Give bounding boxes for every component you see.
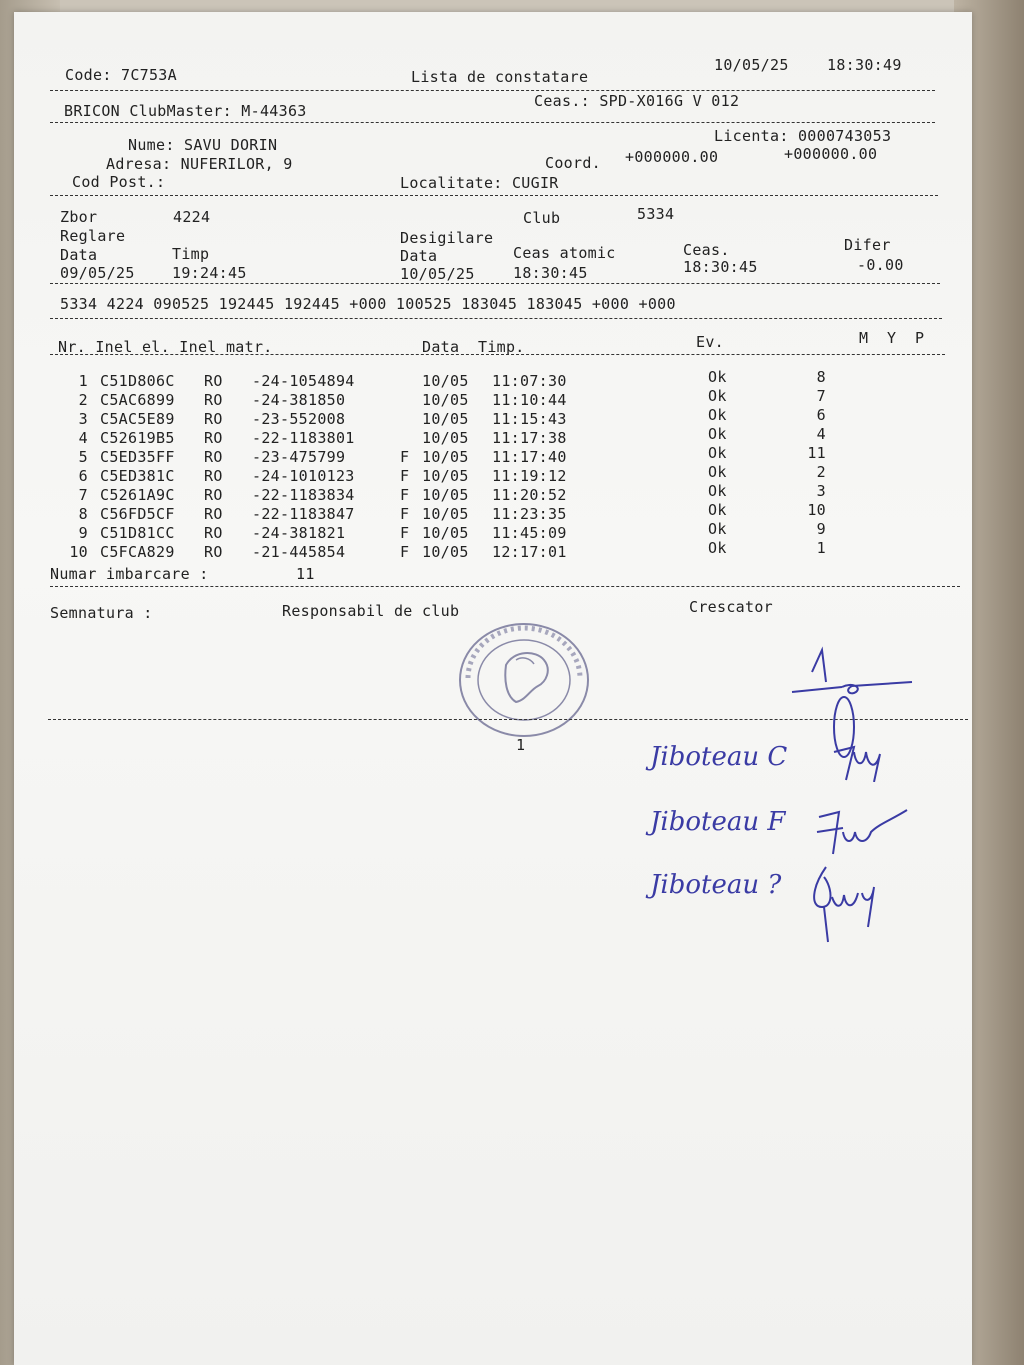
reglare-label: Reglare <box>60 227 126 245</box>
cell-f: F <box>400 486 410 504</box>
cell-tara: RO <box>204 372 223 390</box>
cell-tara: RO <box>204 391 223 409</box>
difer-label: Difer <box>844 236 891 254</box>
desigilare-label: Desigilare <box>400 229 494 247</box>
table-row <box>14 482 972 505</box>
cell-nr: 10 <box>69 543 88 561</box>
page-number: 1 <box>516 736 526 754</box>
cell-nr: 3 <box>78 410 88 428</box>
coord-x: +000000.00 <box>625 148 719 166</box>
club-responsible-label: Responsabil de club <box>282 602 460 620</box>
cell-timp: 11:15:43 <box>492 410 567 428</box>
reglare-data-label: Data <box>60 246 98 264</box>
cell-inel: C5AC6899 <box>100 391 175 409</box>
cell-matr: -22-1183847 <box>252 505 355 523</box>
cell-matr: -24-1010123 <box>252 467 355 485</box>
cell-inel: C5261A9C <box>100 486 175 504</box>
ceas-atomic-value: 18:30:45 <box>513 264 588 282</box>
desig-data-label: Data <box>400 247 438 265</box>
cell-data: 10/05 <box>422 372 469 390</box>
system-id: BRICON ClubMaster: M-44363 <box>64 102 307 120</box>
reglare-data: 09/05/25 <box>60 264 135 282</box>
cell-inel: C5AC5E89 <box>100 410 175 428</box>
cell-data: 10/05 <box>422 524 469 542</box>
cell-inel: C52619B5 <box>100 429 175 447</box>
table-header-myp: M Y P <box>859 329 925 347</box>
cell-ev: Ok <box>708 463 727 481</box>
cell-f: F <box>400 448 410 466</box>
cell-tara: RO <box>204 467 223 485</box>
cell-inel: C56FD5CF <box>100 505 175 523</box>
club-stamp <box>456 620 592 740</box>
handwritten-name-3: Jiboteau ? <box>650 870 782 900</box>
cell-ev: Ok <box>708 387 727 405</box>
cell-pos: 10 <box>807 501 826 519</box>
ceas-value: 18:30:45 <box>683 258 758 276</box>
boarding-label: Numar imbarcare : <box>50 565 209 583</box>
divider <box>50 586 960 587</box>
table-row <box>14 539 972 562</box>
cell-ev: Ok <box>708 444 727 462</box>
signature-label: Semnatura : <box>50 604 153 622</box>
handwritten-initials-2 <box>809 792 909 862</box>
cell-inel: C51D81CC <box>100 524 175 542</box>
print-time: 18:30:49 <box>827 56 902 74</box>
cell-pos: 11 <box>807 444 826 462</box>
cell-nr: 1 <box>78 372 88 390</box>
cell-inel: C5ED381C <box>100 467 175 485</box>
cell-tara: RO <box>204 524 223 542</box>
cell-tara: RO <box>204 410 223 428</box>
cell-matr: -22-1183834 <box>252 486 355 504</box>
code-text: Code: 7C753A <box>65 66 177 84</box>
table-row <box>14 463 972 486</box>
cell-matr: -23-475799 <box>252 448 346 466</box>
cell-ev: Ok <box>708 482 727 500</box>
cell-pos: 1 <box>816 539 826 557</box>
cell-ev: Ok <box>708 425 727 443</box>
cell-timp: 11:20:52 <box>492 486 567 504</box>
cell-inel: C5FCA829 <box>100 543 175 561</box>
cell-f: F <box>400 505 410 523</box>
cell-data: 10/05 <box>422 505 469 523</box>
cell-pos: 7 <box>816 387 826 405</box>
table-row <box>14 406 972 429</box>
postcode-label: Cod Post.: <box>72 173 166 191</box>
cell-matr: -24-381850 <box>252 391 346 409</box>
cell-pos: 6 <box>816 406 826 424</box>
clock-id: Ceas.: SPD-X016G V 012 <box>534 92 740 110</box>
cell-pos: 9 <box>816 520 826 538</box>
handwritten-initials-3 <box>802 857 902 947</box>
cell-nr: 7 <box>78 486 88 504</box>
cell-inel: C51D806C <box>100 372 175 390</box>
ceas-label: Ceas. <box>683 241 730 259</box>
table-row <box>14 425 972 448</box>
cell-pos: 8 <box>816 368 826 386</box>
owner-name: Nume: SAVU DORIN <box>128 136 278 154</box>
table-header-ev: Ev. <box>696 333 724 351</box>
table-header-rings: Nr. Inel el. Inel matr. <box>58 338 273 356</box>
cell-ev: Ok <box>708 501 727 519</box>
zbor-value: 4224 <box>173 208 211 226</box>
handwritten-name-2: Jiboteau F <box>650 807 786 837</box>
cell-timp: 11:17:38 <box>492 429 567 447</box>
table-row <box>14 368 972 391</box>
cell-ev: Ok <box>708 539 727 557</box>
cell-data: 10/05 <box>422 410 469 428</box>
cell-tara: RO <box>204 543 223 561</box>
cell-ev: Ok <box>708 406 727 424</box>
cell-nr: 5 <box>78 448 88 466</box>
cell-pos: 2 <box>816 463 826 481</box>
print-date: 10/05/25 <box>714 56 789 74</box>
cell-ev: Ok <box>708 368 727 386</box>
cell-timp: 11:10:44 <box>492 391 567 409</box>
table-row <box>14 501 972 524</box>
handwritten-initials-1 <box>824 692 894 782</box>
cell-nr: 6 <box>78 467 88 485</box>
cell-data: 10/05 <box>422 543 469 561</box>
cell-tara: RO <box>204 505 223 523</box>
cell-nr: 8 <box>78 505 88 523</box>
owner-locality: Localitate: CUGIR <box>400 174 559 192</box>
cell-data: 10/05 <box>422 429 469 447</box>
cell-data: 10/05 <box>422 467 469 485</box>
cell-timp: 12:17:01 <box>492 543 567 561</box>
club-label: Club <box>523 209 561 227</box>
reglare-timp-label: Timp <box>172 245 210 263</box>
document-title: Lista de constatare <box>411 68 589 86</box>
cell-matr: -22-1183801 <box>252 429 355 447</box>
club-value: 5334 <box>637 205 675 223</box>
cell-timp: 11:23:35 <box>492 505 567 523</box>
cell-nr: 2 <box>78 391 88 409</box>
boarding-count: 11 <box>296 565 315 583</box>
table-row <box>14 387 972 410</box>
cell-timp: 11:17:40 <box>492 448 567 466</box>
cell-inel: C5ED35FF <box>100 448 175 466</box>
cell-timp: 11:19:12 <box>492 467 567 485</box>
ceas-atomic-label: Ceas atomic <box>513 244 616 262</box>
cell-tara: RO <box>204 486 223 504</box>
cell-ev: Ok <box>708 520 727 538</box>
table-row <box>14 444 972 467</box>
cell-nr: 9 <box>78 524 88 542</box>
coord-y: +000000.00 <box>784 145 878 163</box>
cell-timp: 11:07:30 <box>492 372 567 390</box>
coord-label: Coord. <box>545 154 601 172</box>
cell-f: F <box>400 467 410 485</box>
cell-data: 10/05 <box>422 391 469 409</box>
cell-data: 10/05 <box>422 486 469 504</box>
cell-matr: -21-445854 <box>252 543 346 561</box>
cell-nr: 4 <box>78 429 88 447</box>
cell-matr: -24-1054894 <box>252 372 355 390</box>
desig-data: 10/05/25 <box>400 265 475 283</box>
zbor-label: Zbor <box>60 208 98 226</box>
licence-number: Licenta: 0000743053 <box>714 127 892 145</box>
cell-f: F <box>400 543 410 561</box>
cell-pos: 3 <box>816 482 826 500</box>
breeder-label: Crescator <box>689 598 773 616</box>
cell-pos: 4 <box>816 425 826 443</box>
summary-line: 5334 4224 090525 192445 192445 +000 100525 183045 183045 +000 +000 <box>60 295 676 313</box>
cell-timp: 11:45:09 <box>492 524 567 542</box>
cell-data: 10/05 <box>422 448 469 466</box>
printout-sheet <box>14 12 972 1365</box>
reglare-timp: 19:24:45 <box>172 264 247 282</box>
handwritten-name-1: Jiboteau C <box>650 742 788 772</box>
cell-tara: RO <box>204 448 223 466</box>
cell-matr: -24-381821 <box>252 524 346 542</box>
cell-tara: RO <box>204 429 223 447</box>
cell-matr: -23-552008 <box>252 410 346 428</box>
owner-address: Adresa: NUFERILOR, 9 <box>106 155 293 173</box>
table-row <box>14 520 972 543</box>
difer-value: -0.00 <box>857 256 904 274</box>
table-header-datetime: Data Timp. <box>422 338 525 356</box>
cell-f: F <box>400 524 410 542</box>
